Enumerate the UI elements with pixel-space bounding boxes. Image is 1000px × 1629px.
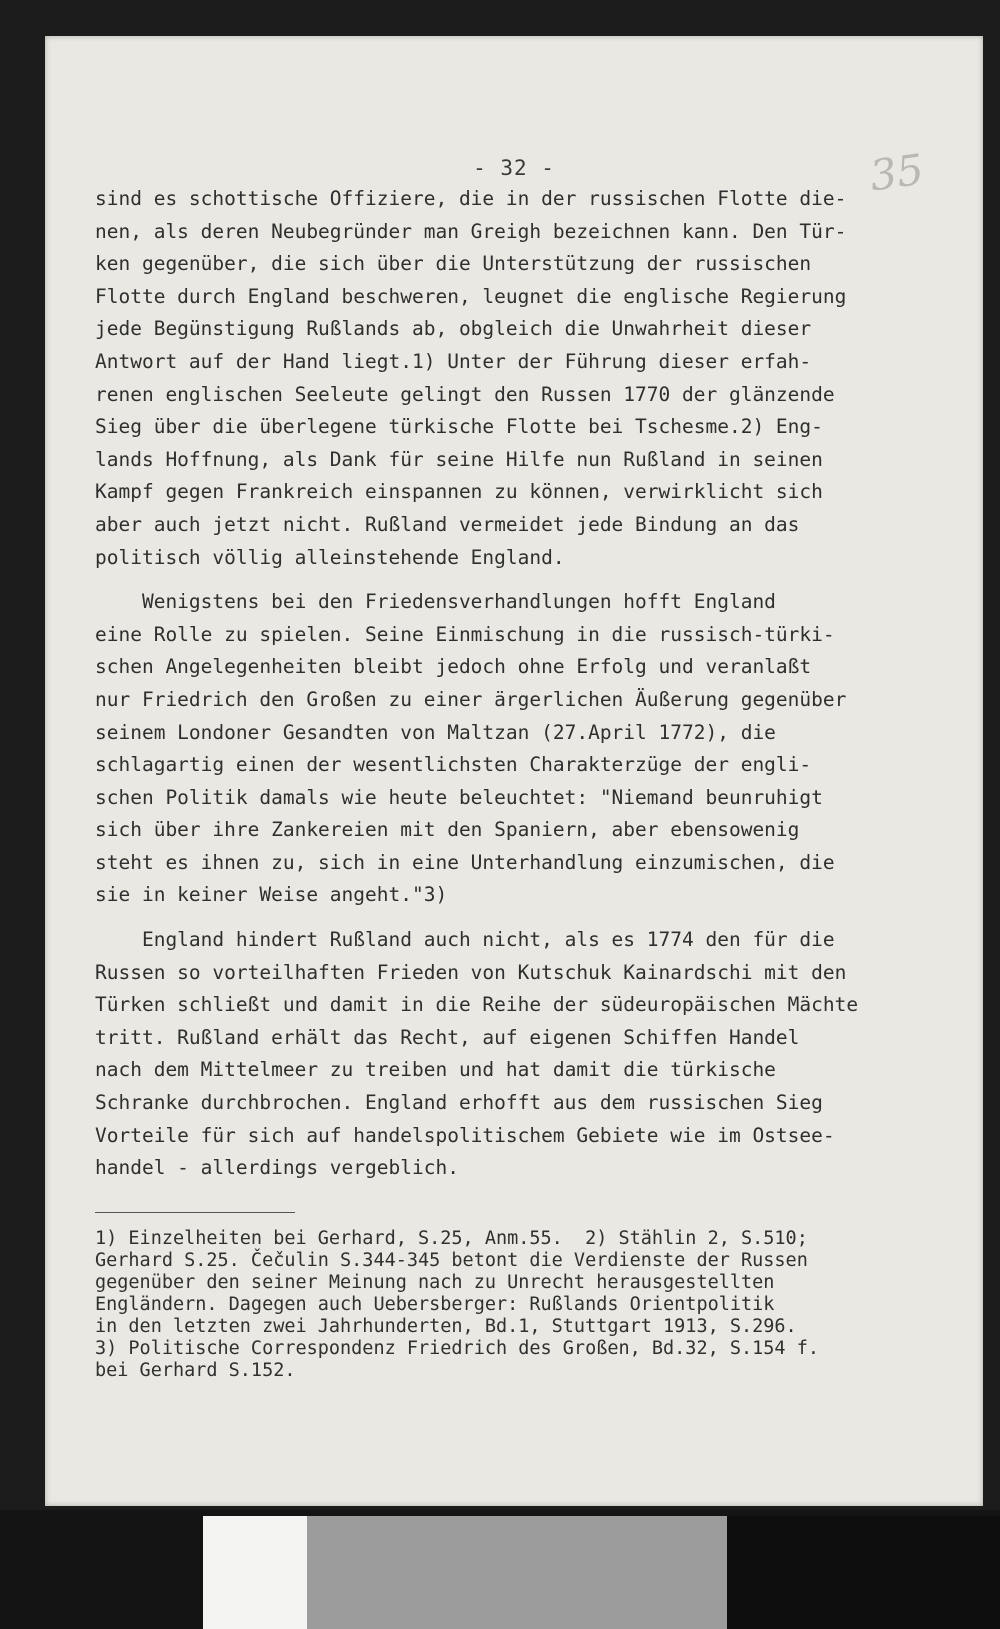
text-line: England hindert Rußland auch nicht, als es 1774 den für die: [95, 928, 835, 952]
footnote-divider: [95, 1212, 295, 1213]
footnote-line: Gerhard S.25. Čečulin S.344-345 betont die Verdienste der Russen: [95, 1250, 808, 1271]
text-line: Antwort auf der Hand liegt.1) Unter der Führung dieser erfah-: [95, 349, 812, 373]
text-line: lands Hoffnung, als Dank für seine Hilfe nun Rußland in seinen: [95, 447, 823, 471]
text-line: ken gegenüber, die sich über die Unterstützung der russischen: [95, 252, 812, 276]
text-line: handel - allerdings vergeblich.: [95, 1156, 459, 1180]
text-line: Schranke durchbrochen. England erhofft aus dem russischen Sieg: [95, 1091, 823, 1115]
text-line: nach dem Mittelmeer zu treiben und hat damit die türkische: [95, 1058, 776, 1082]
color-calibration-white-patch: [203, 1516, 307, 1629]
text-line: schlagartig einen der wesentlichsten Charakterzüge der engli-: [95, 753, 812, 777]
text-line: nen, als deren Neubegründer man Greigh bezeichnen kann. Den Tür-: [95, 219, 847, 243]
paragraph: [95, 924, 965, 1185]
text-line: Russen so vorteilhaften Frieden von Kutschuk Kainardschi mit den: [95, 960, 847, 984]
footnote-line: bei Gerhard S.152.: [95, 1360, 296, 1381]
text-line: Wenigstens bei den Friedensverhandlungen hofft England: [95, 590, 776, 614]
footnote-line: gegenüber den seiner Meinung nach zu Unrecht herausgestellten: [95, 1272, 775, 1293]
text-line: sie in keiner Weise angeht."3): [95, 883, 448, 907]
text-line: sind es schottische Offiziere, die in der russischen Flotte die-: [95, 187, 847, 210]
text-line: aber auch jetzt nicht. Rußland vermeidet jede Bindung an das: [95, 512, 800, 536]
text-line: Flotte durch England beschweren, leugnet die englische Regierung: [95, 284, 847, 308]
text-line: Vorteile für sich auf handelspolitischem Gebiete wie im Ostsee-: [95, 1123, 835, 1147]
text-line: Kampf gegen Frankreich einspannen zu können, verwirklicht sich: [95, 480, 823, 504]
text-line: steht es ihnen zu, sich in eine Unterhandlung einzumischen, die: [95, 850, 835, 874]
paragraph: [95, 586, 965, 912]
footnote-line: 3) Politische Correspondenz Friedrich des Großen, Bd.32, S.154 f.: [95, 1338, 819, 1359]
color-calibration-gray-patch: [307, 1516, 727, 1629]
footnotes: [95, 1228, 965, 1382]
text-line: renen englischen Seeleute gelingt den Russen 1770 der glänzende: [95, 382, 835, 406]
archive-number-annotation: 35: [866, 144, 927, 201]
text-line: jede Begünstigung Rußlands ab, obgleich die Unwahrheit dieser: [95, 317, 812, 341]
paragraph: [95, 183, 965, 574]
footnote-line: 1) Einzelheiten bei Gerhard, S.25, Anm.55. 2) Stählin 2, S.510;: [95, 1228, 808, 1249]
paragraph-gap: [95, 912, 965, 924]
text-line: eine Rolle zu spielen. Seine Einmischung in die russisch-türki-: [95, 622, 835, 646]
text-line: schen Politik damals wie heute beleuchtet: "Niemand beunruhigt: [95, 785, 823, 809]
paragraph-gap: [95, 574, 965, 586]
text-line: Türken schließt und damit in die Reihe der südeuropäischen Mächte: [95, 993, 859, 1017]
text-line: Sieg über die überlegene türkische Flotte bei Tschesme.2) Eng-: [95, 415, 823, 439]
text-line: sich über ihre Zankereien mit den Spaniern, aber ebensowenig: [95, 818, 800, 842]
text-line: schen Angelegenheiten bleibt jedoch ohne Erfolg und veranlaßt: [95, 655, 812, 679]
footnote-line: Engländern. Dagegen auch Uebersberger: Rußlands Orientpolitik: [95, 1294, 775, 1315]
main-text: [95, 183, 965, 1185]
page-number: - 32 -: [473, 156, 555, 180]
footnote-line: in den letzten zwei Jahrhunderten, Bd.1, Stuttgart 1913, S.296.: [95, 1316, 797, 1337]
text-line: politisch völlig alleinstehende England.: [95, 545, 565, 569]
text-line: tritt. Rußland erhält das Recht, auf eigenen Schiffen Handel: [95, 1025, 800, 1049]
text-line: nur Friedrich den Großen zu einer ärgerlichen Äußerung gegenüber: [95, 687, 847, 711]
color-calibration-black-patch: [727, 1516, 1000, 1629]
text-line: seinem Londoner Gesandten von Maltzan (27.April 1772), die: [95, 720, 776, 744]
